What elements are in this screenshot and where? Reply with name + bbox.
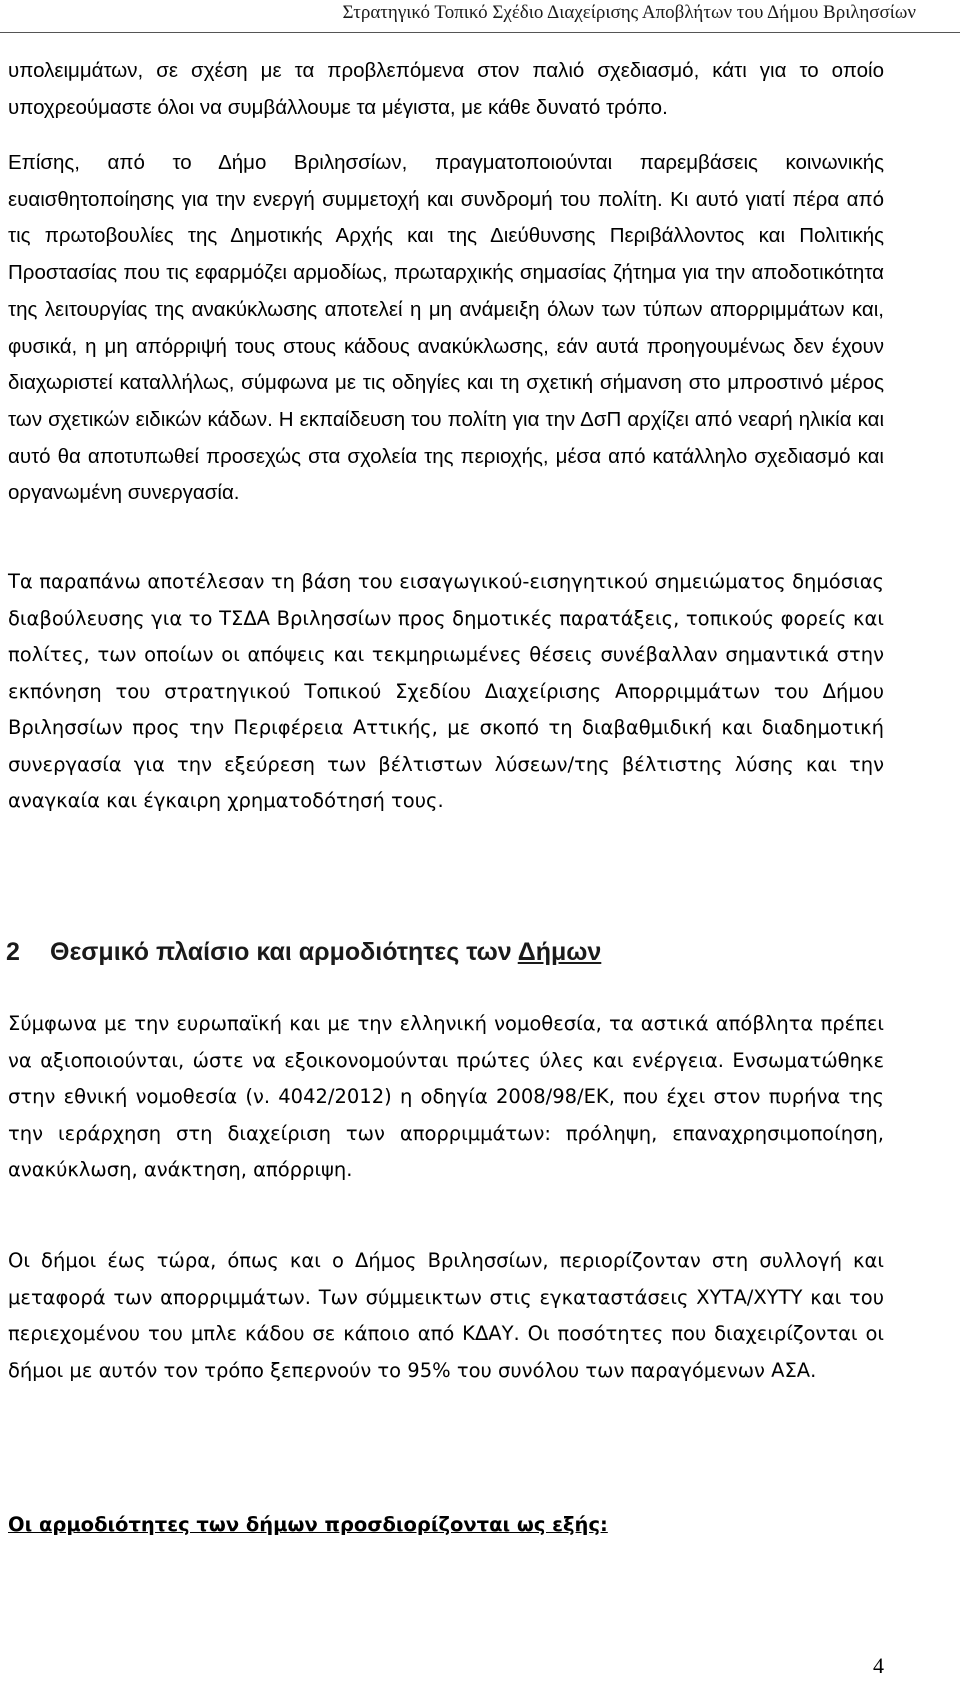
section-heading <box>6 938 601 967</box>
paragraph-awareness: Επίσης, από το Δήμο Βριλησσίων, πραγματοποιούνται παρεμβάσεις κοινωνικής ευαισθητοποίησης για την ενεργή συμμετοχή και συνδρομή του πολίτη. Κι αυτό γιατί πέρα από τις πρωτοβουλίες της Δημοτικής Αρχής και της Διεύθυνσης Περιβάλλοντος και Πολιτικής Προστασίας που τις εφαρμόζει αρμοδίως, πρωταρχικής σημασίας ζήτημα για την αποδοτικότητα της λειτουργίας της ανακύκλωσης αποτελεί η μη ανάμειξη όλων των τύπων απορριμμάτων και, φυσικά, η μη απόρριψή τους στους κάδους ανακύκλωσης, εάν αυτά προηγουμένως δεν έχουν διαχωριστεί καταλλήλως, σύμφωνα με τις οδηγίες και τη σχετική σήμανση στο μπροστινό μέρος των σχετικών ειδικών κάδων. Η εκπαίδευση του πολίτη για την ΔσΠ αρχίζει από νεαρή ηλικία και αυτό θα αποτυπωθεί προσεχώς στα σχολεία της περιοχής, μέσα από κατάλληλο σχεδιασμό και οργανωμένη συνεργασία. <box>8 151 884 505</box>
running-header: Στρατηγικό Τοπικό Σχέδιο Διαχείρισης Αποβλήτων του Δήμου Βριλησσίων <box>342 2 916 23</box>
paragraph-municipalities: Οι δήμοι έως τώρα, όπως και ο Δήμος Βριλησσίων, περιορίζονταν στη συλλογή και μεταφορά των απορριμμάτων. Των σύμμεικτων στις εγκαταστάσεις ΧΥΤΑ/ΧΥΤΥ και του περιεχομένου του μπλε κάδου σε κάποιο από ΚΔΑΥ. Οι ποσότητες που διαχειρίζονται οι δήμοι με αυτόν τον τρόπο ξεπερνούν το 95% του συνόλου των παραγόμενων ΑΣΑ. <box>8 1249 884 1382</box>
page-number: 4 <box>873 1653 884 1678</box>
responsibilities-lead: Οι αρμοδιότητες των δήμων προσδιορίζονται ως εξής: <box>8 1513 608 1536</box>
section-title: Θεσμικό πλαίσιο και αρμοδιότητες των <box>50 938 518 966</box>
section-title-highlight: Δήμων <box>517 938 602 966</box>
paragraph-intro: υπολειμμάτων, σε σχέση με τα προβλεπόμενα στον παλιό σχεδιασμό, κάτι για το οποίο υποχρεούμαστε όλοι να συμβάλλουμε τα μέγιστα, με κάθε δυνατό τρόπο. <box>8 59 884 119</box>
section-number: 2 <box>6 938 20 966</box>
paragraph-consultation: Τα παραπάνω αποτέλεσαν τη βάση του εισαγωγικού-εισηγητικού σημειώματος δημόσιας διαβούλευσης για το ΤΣΔΑ Βριλησσίων προς δημοτικές παρατάξεις, τοπικούς φορείς και πολίτες, των οποίων οι απόψεις και τεκμηριωμένες θέσεις συνέβαλλαν σημαντικά στην εκπόνηση του στρατηγικού Τοπικού Σχεδίου Διαχείρισης Απορριμμάτων του Δήμου Βριλησσίων προς την Περιφέρεια Αττικής, με σκοπό τη διαβαθμιδική και διαδημοτική συνεργασία για την εξεύρεση των βέλτιστων λύσεων/της βέλτιστης λύσης και την αναγκαία και έγκαιρη χρηματοδότησή τους. <box>8 570 884 812</box>
paragraph-legislation: Σύμφωνα με την ευρωπαϊκή και με την ελληνική νομοθεσία, τα αστικά απόβλητα πρέπει να αξιοποιούνται, ώστε να εξοικονομούνται πρώτες ύλες και ενέργεια. Ενσωματώθηκε στην εθνική νομοθεσία (ν. 4042/2012) η οδηγία 2008/98/ΕΚ, που έχει στον πυρήνα της την ιεράρχηση στη διαχείριση των απορριμμάτων: πρόληψη, επαναχρησιμοποίηση, ανακύκλωση, ανάκτηση, απόρριψη. <box>8 1012 884 1181</box>
header-divider <box>0 32 960 33</box>
